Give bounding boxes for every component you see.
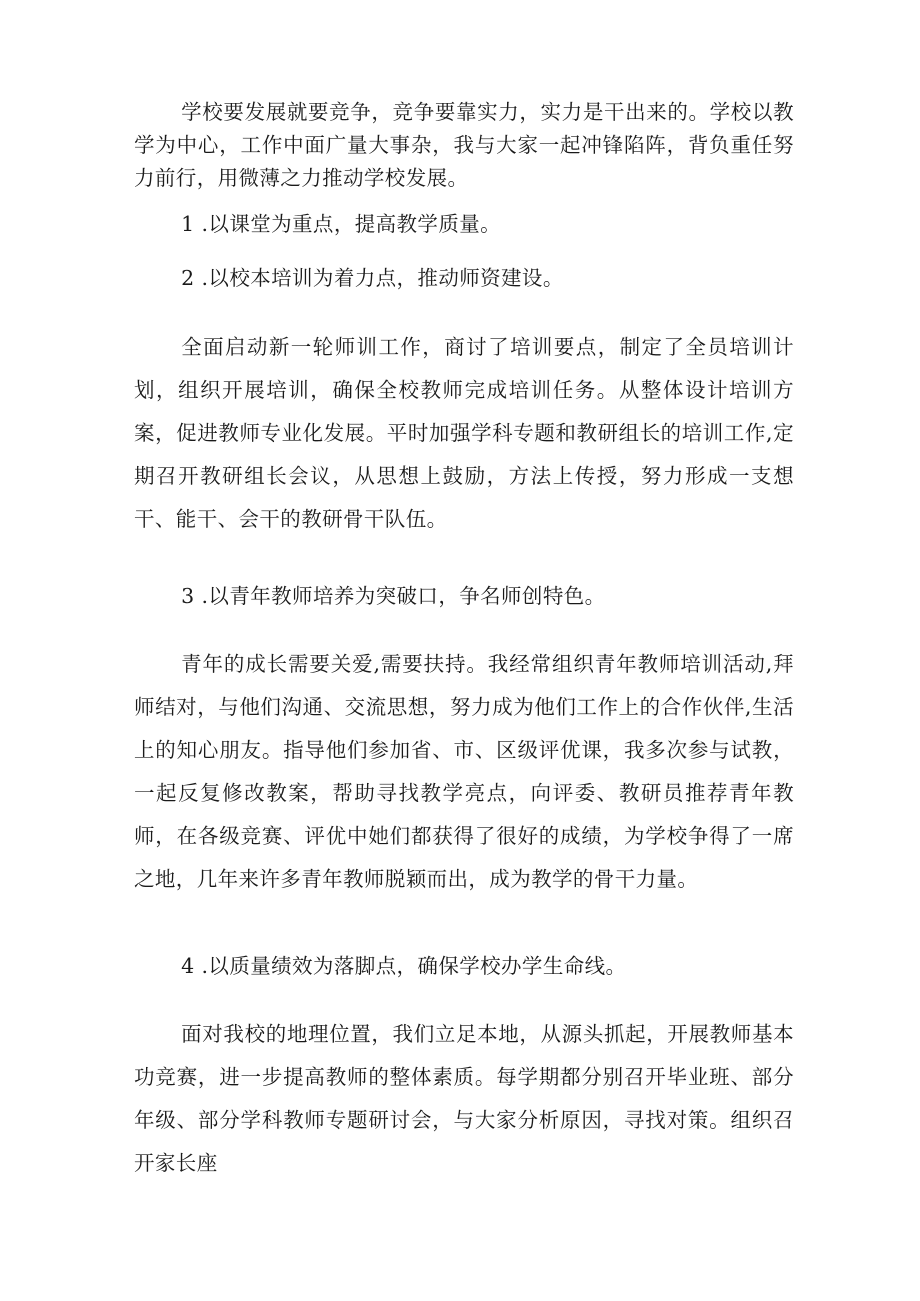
section-heading-4: 4 .以质量绩效为落脚点，确保学校办学生命线。 [181,954,627,978]
section-heading-2: 2 .以校本培训为着力点，推动师资建设。 [181,266,564,290]
body-paragraph-2: 全面启动新一轮师训工作，商讨了培训要点，制定了全员培训计划，组织开展培训，确保全校教师完成培训任务。从整体设计培训方案，促进教师专业化发展。平时加强学科专题和教研组长的培训工作,定期召开教研组长会议，从思想上鼓励，方法上传授，努力形成一支想干、能干、会干的教研骨干队伍。 [134,335,794,531]
section-heading-1: 1 .以课堂为重点，提高教学质量。 [181,212,502,236]
body-paragraph-3: 青年的成长需要关爱,需要扶持。我经常组织青年教师培训活动,拜师结对，与他们沟通、交流思想，努力成为他们工作上的合作伙伴,生活上的知心朋友。指导他们参加省、市、区级评优课，我多次参与试教，一起反复修改教案，帮助寻找教学亮点，向评委、教研员推荐青年教师，在各级竞赛、评优中她们都获得了很好的成绩，为学校争得了一席之地，几年来许多青年教师脱颖而出，成为教学的骨干力量。 [134,652,794,891]
intro-paragraph: 学校要发展就要竞争，竞争要靠实力，实力是干出来的。学校以教学为中心，工作中面广量大事杂，我与大家一起冲锋陷阵，背负重任努力前行，用微薄之力推动学校发展。 [134,100,794,190]
section-heading-3: 3 .以青年教师培养为突破口，争名师创特色。 [181,584,606,608]
body-paragraph-4: 面对我校的地理位置，我们立足本地，从源头抓起，开展教师基本功竞赛，进一步提高教师的整体素质。每学期都分别召开毕业班、部分年级、部分学科教师专题研讨会，与大家分析原因，寻找对策。组织召开家长座 [134,1022,794,1175]
